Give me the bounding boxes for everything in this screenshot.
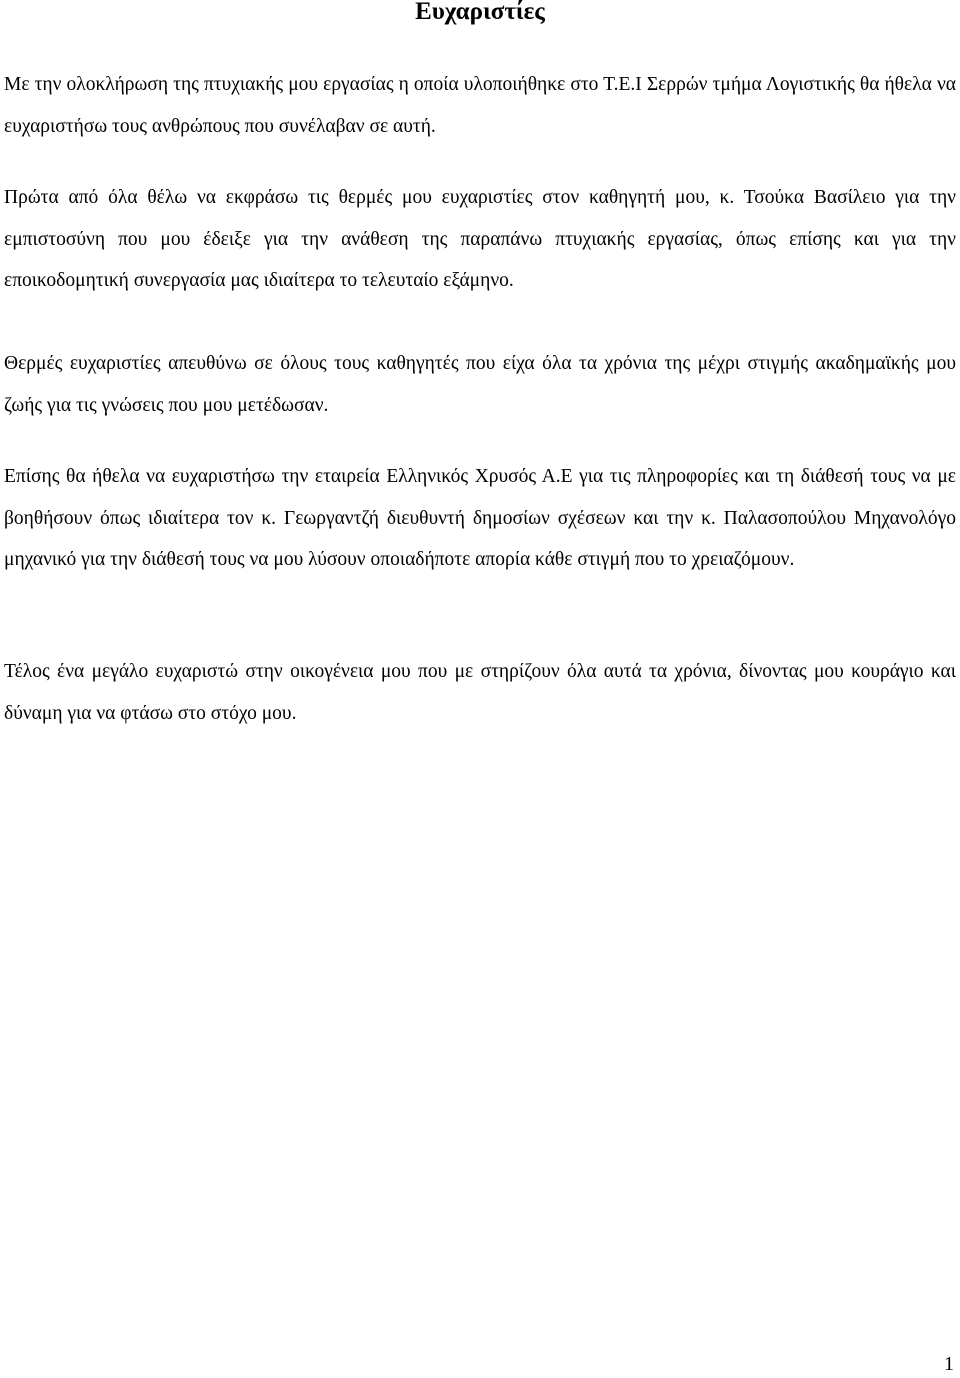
- page-title: Ευχαριστίες: [415, 0, 545, 25]
- paragraph-company-thanks: Επίσης θα ήθελα να ευχαριστήσω την εταιρεία Ελληνικός Χρυσός Α.Ε για τις πληροφορίες και τη διάθεσή τους να με βοηθήσουν όπως ιδιαίτερα τον κ. Γεωργαντζή διευθυντή δημοσίων σχέσεων και την κ. Παλασοπούλου Μηχανολόγο μηχανικό για την διάθεσή τους να μου λύσουν οποιαδήποτε απορία κάθε στιγμή που το χρειαζόμουν.: [4, 466, 956, 570]
- paragraph-supervisor-thanks: Πρώτα από όλα θέλω να εκφράσω τις θερμές μου ευχαριστίες στον καθηγητή μου, κ. Τσούκα Βασίλειο για την εμπιστοσύνη που μου έδειξε για την ανάθεση της παραπάνω πτυχιακής εργασίας, όπως επίσης και για την εποικοδομητική συνεργασία μας ιδιαίτερα το τελευταίο εξάμηνο.: [4, 187, 956, 291]
- paragraph-completion: Με την ολοκλήρωση της πτυχιακής μου εργασίας η οποία υλοποιήθηκε στο Τ.Ε.Ι Σερρών τμήμα Λογιστικής θα ήθελα να ευχαριστήσω τους ανθρώπους που συνέλαβαν σε αυτή.: [4, 74, 956, 137]
- page-number: 1: [944, 1353, 954, 1375]
- paragraph-professors-thanks: Θερμές ευχαριστίες απευθύνω σε όλους τους καθηγητές που είχα όλα τα χρόνια της μέχρι στιγμής ακαδημαϊκής μου ζωής για τις γνώσεις που μου μετέδωσαν.: [4, 353, 956, 416]
- paragraph-family-thanks: Τέλος ένα μεγάλο ευχαριστώ στην οικογένεια μου που με στηρίζουν όλα αυτά τα χρόνια, δίνοντας μου κουράγιο και δύναμη για να φτάσω στο στόχο μου.: [4, 661, 956, 724]
